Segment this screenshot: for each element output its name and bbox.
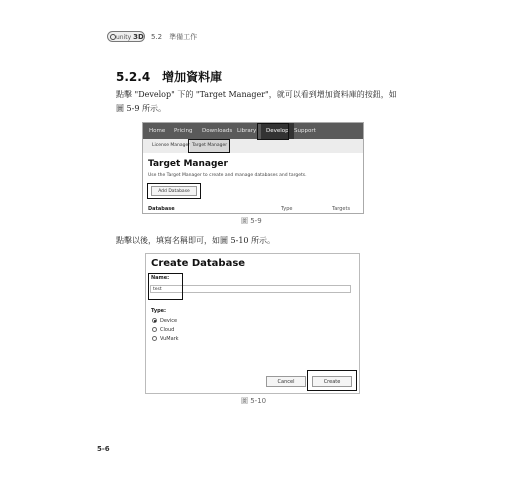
radio-cloud[interactable] [152, 327, 174, 333]
subnav-license-manager[interactable]: License Manager [152, 143, 191, 148]
radio-selected-icon[interactable] [152, 318, 157, 323]
paragraph-1-line-2: 圖 5-9 所示。 [116, 104, 166, 113]
name-input[interactable]: test [150, 285, 351, 293]
radio-vumark[interactable] [152, 336, 179, 342]
running-header: 5.2 準備工作 [151, 33, 198, 41]
page-number: 5-6 [97, 445, 110, 453]
nav-develop[interactable]: Develop [261, 123, 294, 139]
paragraph-1-line-1: 點擊 "Develop" 下的 "Target Manager"，就可以看到增加資料庫的按鈕，如 [116, 90, 397, 99]
column-targets[interactable]: Targets [332, 206, 351, 212]
add-database-button[interactable]: Add Database [151, 186, 197, 196]
name-label: Name: [151, 275, 170, 281]
sub-navbar [143, 139, 363, 153]
nav-support[interactable]: Support [294, 128, 316, 134]
target-manager-title: Target Manager [148, 159, 228, 169]
figure-5-10-screenshot [145, 253, 360, 394]
create-button[interactable]: Create [312, 376, 352, 387]
type-label: Type: [151, 308, 167, 314]
radio-device[interactable] [152, 318, 177, 324]
column-database[interactable]: Database [148, 206, 175, 212]
top-navbar [143, 123, 363, 139]
logo-text: unity [116, 34, 132, 41]
figure-5-9-screenshot [142, 122, 364, 214]
figure-5-10-caption: 圖 5-10 [241, 397, 267, 405]
radio-cloud-label: Cloud [160, 327, 175, 333]
logo-number: 3D [133, 33, 144, 41]
create-database-title: Create Database [151, 258, 246, 269]
paragraph-2: 點擊以後，填寫名稱即可，如圖 5-10 所示。 [116, 236, 276, 245]
nav-library[interactable]: Library [237, 128, 257, 134]
nav-home[interactable]: Home [149, 128, 166, 134]
radio-unselected-icon[interactable] [152, 336, 157, 341]
radio-vumark-label: VuMark [160, 336, 179, 342]
subnav-target-manager[interactable]: Target Manager [190, 139, 229, 153]
figure-5-9-caption: 圖 5-9 [241, 217, 262, 225]
nav-downloads[interactable]: Downloads [202, 128, 233, 134]
nav-pricing[interactable]: Pricing [174, 128, 193, 134]
cancel-button[interactable]: Cancel [266, 376, 306, 387]
unity-logo-badge [107, 31, 145, 42]
section-title: 5.2.4 增加資料庫 [116, 70, 223, 84]
unity-cube-icon [110, 34, 116, 40]
radio-device-label: Device [160, 318, 178, 324]
target-manager-description: Use the Target Manager to create and manage databases and targets. [148, 173, 307, 178]
column-type[interactable]: Type [281, 206, 293, 212]
radio-unselected-icon[interactable] [152, 327, 157, 332]
